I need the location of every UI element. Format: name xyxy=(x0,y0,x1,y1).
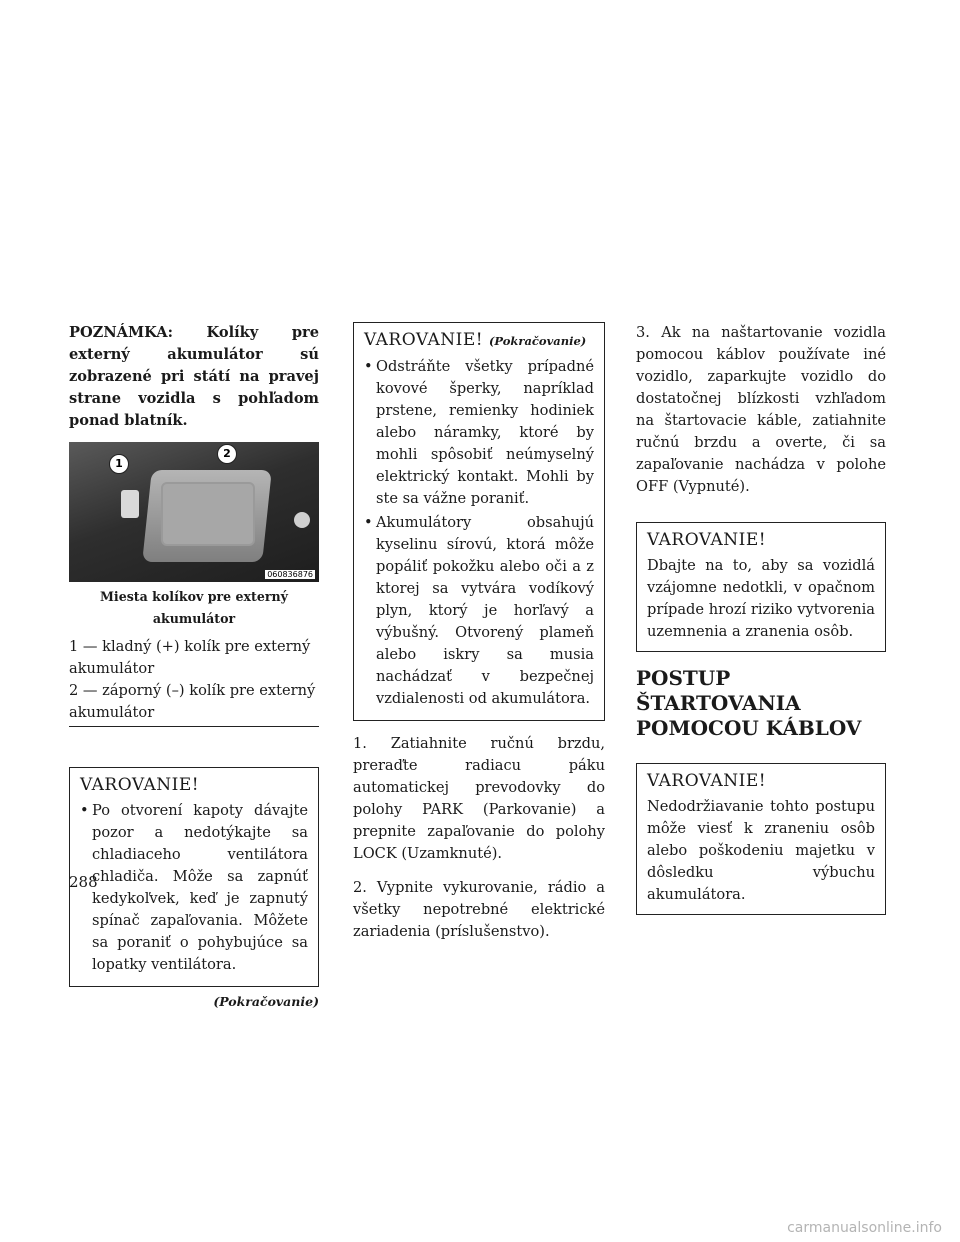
warning-title: VAROVANIE! xyxy=(647,771,767,791)
section-heading: POSTUP ŠTARTOVANIA POMOCOU KÁBLOV xyxy=(636,666,862,740)
warning-box-contact xyxy=(636,522,886,652)
warning-title: VAROVANIE! xyxy=(647,530,767,550)
warning-item: • Odstráňte všetky prípadné kovové šperky, napríklad prstene, remienky hodiniek alebo náramky, ktoré by mohli spôsobiť neúmyselný elektrický kontakt. Mohli by ste sa vážne poraniť. xyxy=(364,356,594,510)
page-number: 288 xyxy=(69,873,98,891)
step-3: 3. Ak na naštartovanie vozidla pomocou káblov používate iné vozidlo, zaparkujte vozidlo do dostatočnej blízkosti vzhľadom na štartovacie káble, zatiahnite ručnú brzdu a overte, či sa zapaľovanie nachádza v polohe OFF (Vypnuté). xyxy=(636,324,886,495)
warning-box-procedure xyxy=(636,763,886,915)
fuse-box-lid-shape xyxy=(161,482,255,546)
legend-item-1: 1 — kladný (+) kolík pre externý akumulátor xyxy=(69,638,311,677)
warning-box-continued xyxy=(353,322,605,721)
continued-label: (Pokračovanie) xyxy=(213,994,319,1009)
warning-title: VAROVANIE! xyxy=(80,775,200,795)
continued-suffix: (Pokračovanie) xyxy=(488,334,587,348)
figure-code: 060836876 xyxy=(267,570,313,579)
negative-post-shape xyxy=(294,512,310,528)
warning-title: VAROVANIE! xyxy=(364,330,484,350)
warning-box-fan xyxy=(69,767,319,987)
warning-item: • Akumulátory obsahujú kyselinu sírovú, ktorá môže popáliť pokožku alebo oči a z ktorej sa vytvára vodíkový plyn, ktorý je horľavý a výbušný. Otvorený plameň alebo iskry sa musia nachádzať v bezpečnej vzdialenosti od akumulátora. xyxy=(364,512,594,710)
marker-1: 1 xyxy=(109,454,129,474)
column-left xyxy=(69,322,319,1013)
warning-text: Dbajte na to, aby sa vozidlá vzájomne nedotkli, v opačnom prípade hrozí riziko vytvorenia uzemnenia a zranenia osôb. xyxy=(647,557,875,640)
step-1: 1. Zatiahnite ručnú brzdu, preraďte radiacu páku automatickej prevodovky do polohy PARK (Parkovanie) a prepnite zapaľovanie do polohy LOCK (Uzamknuté). xyxy=(353,735,605,862)
step-2: 2. Vypnite vykurovanie, rádio a všetky nepotrebné elektrické zariadenia (príslušenstvo). xyxy=(353,879,605,940)
site-watermark: carmanualsonline.info xyxy=(787,1220,942,1236)
marker-2: 2 xyxy=(217,444,237,464)
warning-item: • Po otvorení kapoty dávajte pozor a nedotýkajte sa chladiaceho ventilátora chladiča. Môže sa zapnúť kedykoľvek, keď je zapnutý spínač zapaľovania. Môžete sa poraniť o pohybujúce sa lopatky ventilátora. xyxy=(80,800,308,976)
warning-text: Nedodržiavanie tohto postupu môže viesť k zraneniu osôb alebo poškodeniu majetku v dôsledku výbuchu akumulátora. xyxy=(647,798,875,903)
note-text: POZNÁMKA: Kolíky pre externý akumulátor sú zobrazené pri státí na pravej strane vozidla s pohľadom ponad blatník. xyxy=(69,324,319,429)
column-right xyxy=(636,322,886,915)
figure-caption: Miesta kolíkov pre externý akumulátor xyxy=(99,589,288,626)
column-middle xyxy=(353,322,605,943)
positive-post-shape xyxy=(121,490,139,518)
engine-bay-photo xyxy=(69,442,319,582)
legend-item-2: 2 — záporný (–) kolík pre externý akumulátor xyxy=(69,682,316,721)
